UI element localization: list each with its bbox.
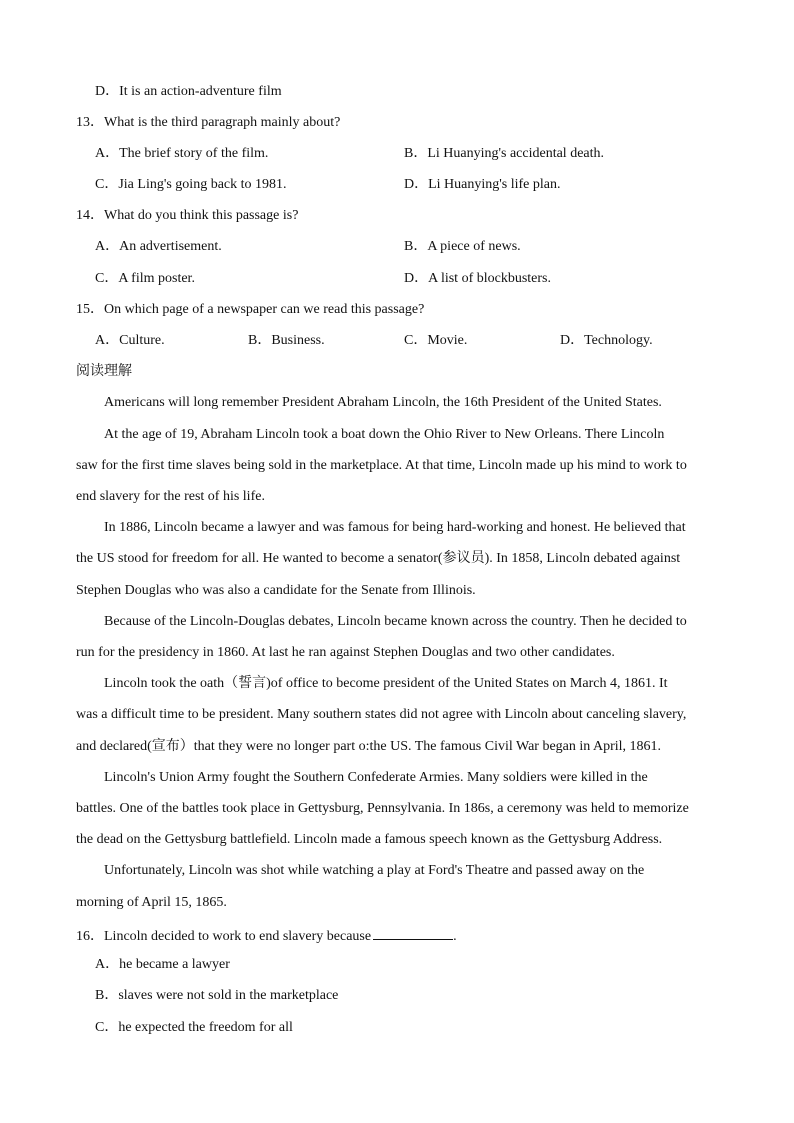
q14-option-a: A．An advertisement. (95, 239, 222, 254)
q16-stem (76, 925, 457, 946)
passage-line: run for the presidency in 1860. At last he ran against Stephen Douglas and two other candidates. (76, 645, 615, 660)
passage-line: In 1886, Lincoln became a lawyer and was famous for being hard-working and honest. He believed that (104, 520, 686, 535)
q15-option-b: B．Business. (248, 333, 325, 348)
q13-option-d: D．Li Huanying's life plan. (404, 177, 561, 192)
q14-stem: 14．What do you think this passage is? (76, 208, 299, 223)
passage-line: Unfortunately, Lincoln was shot while watching a play at Ford's Theatre and passed away on the (104, 863, 645, 878)
q16-option-b: B．slaves were not sold in the marketplace (95, 988, 339, 1003)
q13-option-b: B．Li Huanying's accidental death. (404, 146, 605, 161)
answer-blank[interactable] (373, 925, 453, 940)
q16-stem-text: 16．Lincoln decided to work to end slavery because (76, 929, 372, 944)
passage-line: morning of April 15, 1865. (76, 895, 227, 910)
q13-stem: 13．What is the third paragraph mainly about? (76, 115, 341, 130)
passage-line: Because of the Lincoln-Douglas debates, Lincoln became known across the country. Then he decided to (104, 614, 687, 629)
section-title: 阅读理解 (76, 364, 132, 379)
q16-option-a: A．he became a lawyer (95, 957, 230, 972)
q15-option-c: C．Movie. (404, 333, 468, 348)
passage-line: battles. One of the battles took place in Gettysburg, Pennsylvania. In 186s, a ceremony was held to memorize (76, 801, 689, 816)
q15-option-a: A．Culture. (95, 333, 165, 348)
q15-option-d: D．Technology. (560, 333, 653, 348)
q13-option-c: C．Jia Ling's going back to 1981. (95, 177, 287, 192)
passage-line: was a difficult time to be president. Many southern states did not agree with Lincoln about canceling slavery, (76, 707, 687, 722)
q14-option-c: C．A film poster. (95, 271, 195, 286)
passage-line: the dead on the Gettysburg battlefield. Lincoln made a famous speech known as the Gettysburg Address. (76, 832, 663, 847)
q14-option-d: D．A list of blockbusters. (404, 271, 551, 286)
q16-option-c: C．he expected the freedom for all (95, 1020, 293, 1035)
q12-option-d: D．It is an action-adventure film (95, 84, 282, 99)
passage-line: end slavery for the rest of his life. (76, 489, 265, 504)
passage-line: and declared(宣布）that they were no longer part o:the US. The famous Civil War began in April, 1861. (76, 739, 662, 754)
q16-stem-end: . (453, 929, 457, 944)
q14-option-b: B．A piece of news. (404, 239, 521, 254)
passage-line: Lincoln took the oath（誓言)of office to become president of the United States on March 4, 1861. It (104, 676, 668, 691)
passage-line: the US stood for freedom for all. He wanted to become a senator(参议员). In 1858, Lincoln debated against (76, 551, 681, 566)
q13-option-a: A．The brief story of the film. (95, 146, 269, 161)
passage-line: Americans will long remember President Abraham Lincoln, the 16th President of the United States. (104, 395, 662, 410)
passage-line: saw for the first time slaves being sold in the marketplace. At that time, Lincoln made up his mind to work to (76, 458, 687, 473)
passage-line: At the age of 19, Abraham Lincoln took a boat down the Ohio River to New Orleans. There Lincoln (104, 427, 665, 442)
passage-line: Lincoln's Union Army fought the Southern Confederate Armies. Many soldiers were killed in the (104, 770, 648, 785)
q15-stem: 15．On which page of a newspaper can we read this passage? (76, 302, 425, 317)
passage-line: Stephen Douglas who was also a candidate for the Senate from Illinois. (76, 583, 476, 598)
